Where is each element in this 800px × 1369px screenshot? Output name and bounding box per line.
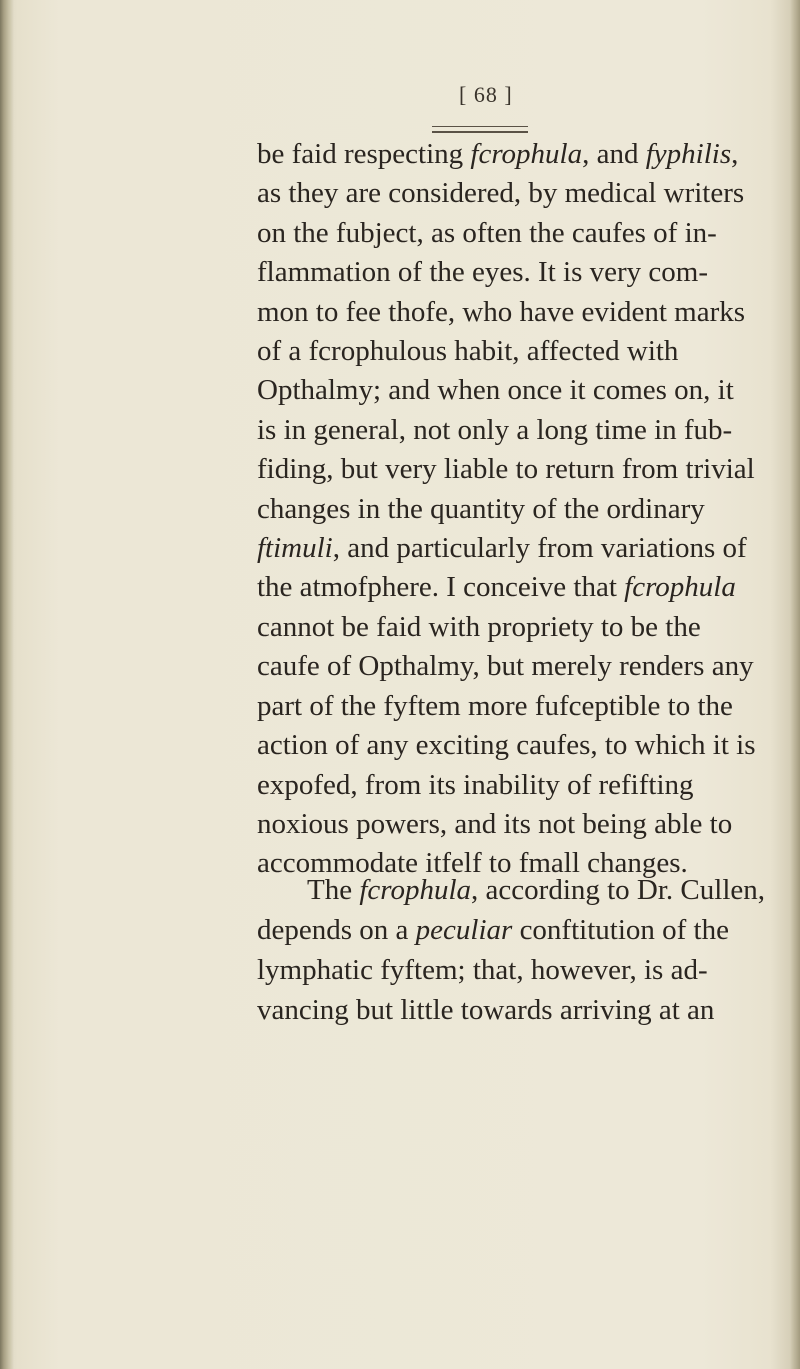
paragraph-1 <box>257 135 777 884</box>
text-line: of a fcrophulous habit, affected with <box>257 335 679 368</box>
text-line: as they are considered, by medical writers <box>257 177 745 210</box>
text-line: part of the fyftem more fufceptible to the <box>257 689 733 722</box>
text-line: changes in the quantity of the ordinary <box>257 492 705 525</box>
text-line: fiding, but very liable to return from trivial <box>257 453 755 486</box>
text-line: the atmofphere. I conceive that fcrophula <box>257 571 736 604</box>
text-line: on the fubject, as often the caufes of in- <box>257 216 717 249</box>
text-line: flammation of the eyes. It is very com- <box>257 256 708 289</box>
text-line: accommodate itfelf to fmall changes. <box>257 847 688 880</box>
text-line: depends on a peculiar conftitution of the <box>257 914 729 946</box>
text-line: caufe of Opthalmy, but merely renders any <box>257 650 754 683</box>
text-line: vancing but little towards arriving at an <box>257 994 715 1026</box>
text-line: lymphatic fyftem; that, however, is ad- <box>257 954 708 986</box>
page-number: [ 68 ] <box>459 82 513 107</box>
text-line: The fcrophula, according to Dr. Cullen, <box>307 874 766 906</box>
text-line: action of any exciting caufes, to which it is <box>257 729 756 762</box>
paragraph-2 <box>257 870 777 1030</box>
page-edge <box>790 0 800 1369</box>
header-rule <box>432 126 528 133</box>
text-line: cannot be faid with propriety to be the <box>257 610 701 643</box>
binding-gutter <box>0 0 14 1369</box>
text-line: ftimuli, and particularly from variations of <box>257 532 747 565</box>
text-line: is in general, not only a long time in fub- <box>257 413 733 446</box>
text-line: be faid respecting fcrophula, and fyphilis, <box>257 138 739 170</box>
text-line: Opthalmy; and when once it comes on, it <box>257 374 734 407</box>
text-line: expofed, from its inability of refifting <box>257 768 694 801</box>
text-line: mon to fee thofe, who have evident marks <box>257 295 746 328</box>
text-line: noxious powers, and its not being able to <box>257 807 733 840</box>
